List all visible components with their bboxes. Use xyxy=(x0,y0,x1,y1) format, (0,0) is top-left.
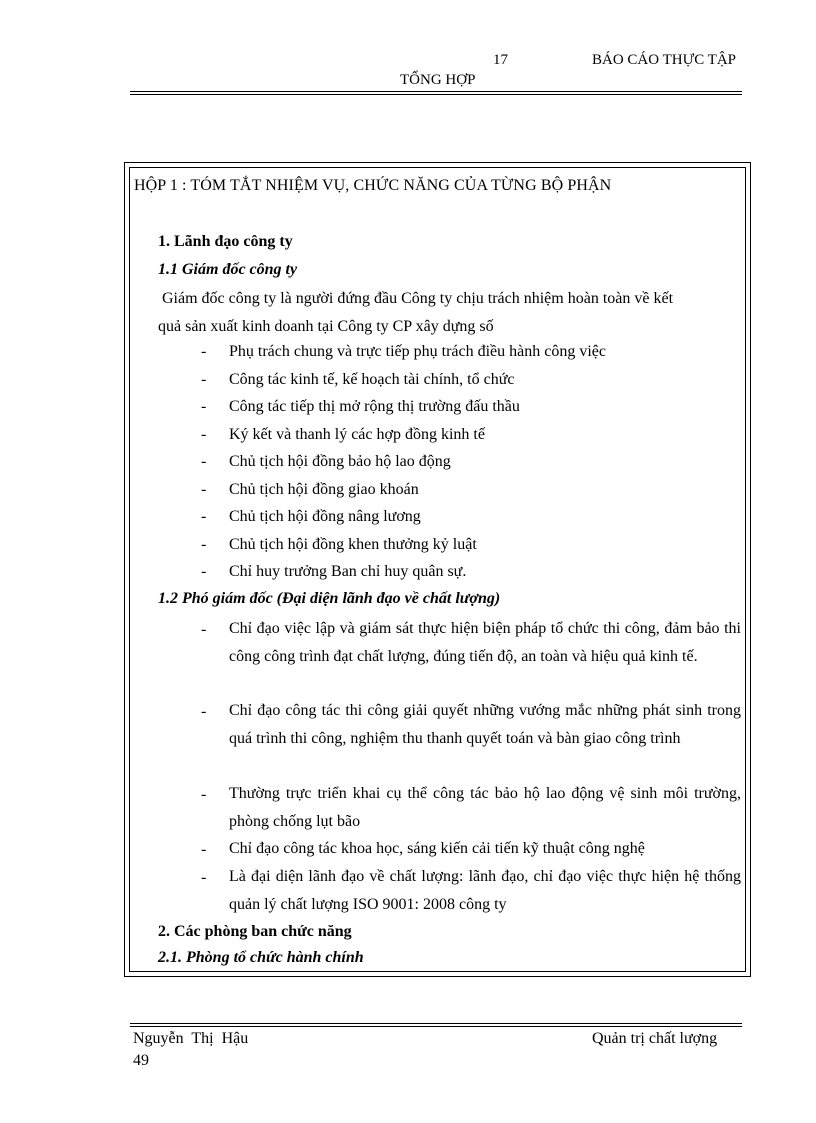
intro-paragraph xyxy=(158,285,741,340)
bullet-dash: - xyxy=(201,481,207,498)
bullet-dash: - xyxy=(201,343,207,360)
report-title: BÁO CÁO THỰC TẬP xyxy=(592,52,737,68)
box-title: HỘP 1 : TÓM TẮT NHIỆM VỤ, CHỨC NĂNG CỦA TỪNG BỘ PHẬN xyxy=(134,177,612,194)
bullet-dash: - xyxy=(201,869,207,886)
director-item: Chỉ huy trưởng Ban chỉ huy quân sự. xyxy=(229,563,467,580)
deputy-item: Thường trực triển khai cụ thể công tác bảo hộ lao động vệ sinh môi trường, phòng chống lụt bão xyxy=(229,785,741,830)
subsection-2-1-heading: 2.1. Phòng tổ chức hành chính xyxy=(158,949,364,966)
bullet-dash: - xyxy=(201,563,207,580)
bullet-dash: - xyxy=(201,841,207,858)
header-rule-bottom xyxy=(130,94,742,95)
bullet-dash: - xyxy=(201,453,207,470)
report-title-continued: TỔNG HỢP xyxy=(400,72,476,88)
deputy-item: Chỉ đạo công tác khoa học, sáng kiến cải tiến kỹ thuật công nghệ xyxy=(229,840,645,857)
director-item: Chủ tịch hội đồng bảo hộ lao động xyxy=(229,453,451,470)
director-item: Ký kết và thanh lý các hợp đồng kinh tế xyxy=(229,426,485,443)
section-2-heading: 2. Các phòng ban chức năng xyxy=(158,923,352,940)
bullet-dash: - xyxy=(201,703,207,720)
director-item: Chủ tịch hội đồng giao khoán xyxy=(229,481,419,498)
deputy-item: Là đại diện lãnh đạo về chất lượng: lãnh đạo, chỉ đạo việc thực hiện hệ thống quản lý chất lượng ISO 9001: 2008 công ty xyxy=(229,868,741,913)
footer-rule-top xyxy=(130,1023,742,1024)
bullet-dash: - xyxy=(201,508,207,525)
subsection-1-1-heading: 1.1 Giám đốc công ty xyxy=(158,261,298,278)
header-rule-top xyxy=(130,91,742,92)
section-1-heading: 1. Lãnh đạo công ty xyxy=(158,233,293,250)
deputy-item: Chỉ đạo công tác thi công giải quyết những vướng mắc những phát sinh trong quá trình thi công, nghiệm thu thanh quyết toán và bàn giao công trình xyxy=(229,702,741,747)
director-item: Chủ tịch hội đồng khen thưởng kỷ luật xyxy=(229,536,477,553)
bullet-dash: - xyxy=(201,426,207,443)
intro-line-2: quả sản xuất kinh doanh tại Công ty CP xây dựng số xyxy=(158,317,494,335)
bullet-dash: - xyxy=(201,371,207,388)
footer-author: Nguyễn Thị Hậu xyxy=(133,1030,249,1047)
deputy-item: Chỉ đạo việc lập và giám sát thực hiện biện pháp tổ chức thi công, đảm bảo thi công công trình đạt chất lượng, đúng tiến độ, an toàn và hiệu quả kinh tế. xyxy=(229,620,741,665)
intro-line-1: Giám đốc công ty là người đứng đầu Công ty chịu trách nhiệm hoàn toàn về kết xyxy=(158,290,674,307)
director-item: Công tác kinh tế, kế hoạch tài chính, tổ chức xyxy=(229,371,515,388)
bullet-dash: - xyxy=(201,621,207,638)
director-item: Công tác tiếp thị mở rộng thị trường đấu thầu xyxy=(229,398,520,415)
footer-rule-bottom xyxy=(130,1026,742,1027)
page-number: 17 xyxy=(493,52,508,68)
director-item: Chủ tịch hội đồng nâng lương xyxy=(229,508,421,525)
bullet-dash: - xyxy=(201,536,207,553)
footer-page-number: 49 xyxy=(133,1052,149,1069)
bullet-dash: - xyxy=(201,398,207,415)
director-item: Phụ trách chung và trực tiếp phụ trách điều hành công việc xyxy=(229,343,606,360)
subsection-1-2-heading: 1.2 Phó giám đốc (Đại diện lãnh đạo về chất lượng) xyxy=(158,590,501,607)
footer-subject: Quản trị chất lượng xyxy=(592,1030,718,1047)
bullet-dash: - xyxy=(201,786,207,803)
